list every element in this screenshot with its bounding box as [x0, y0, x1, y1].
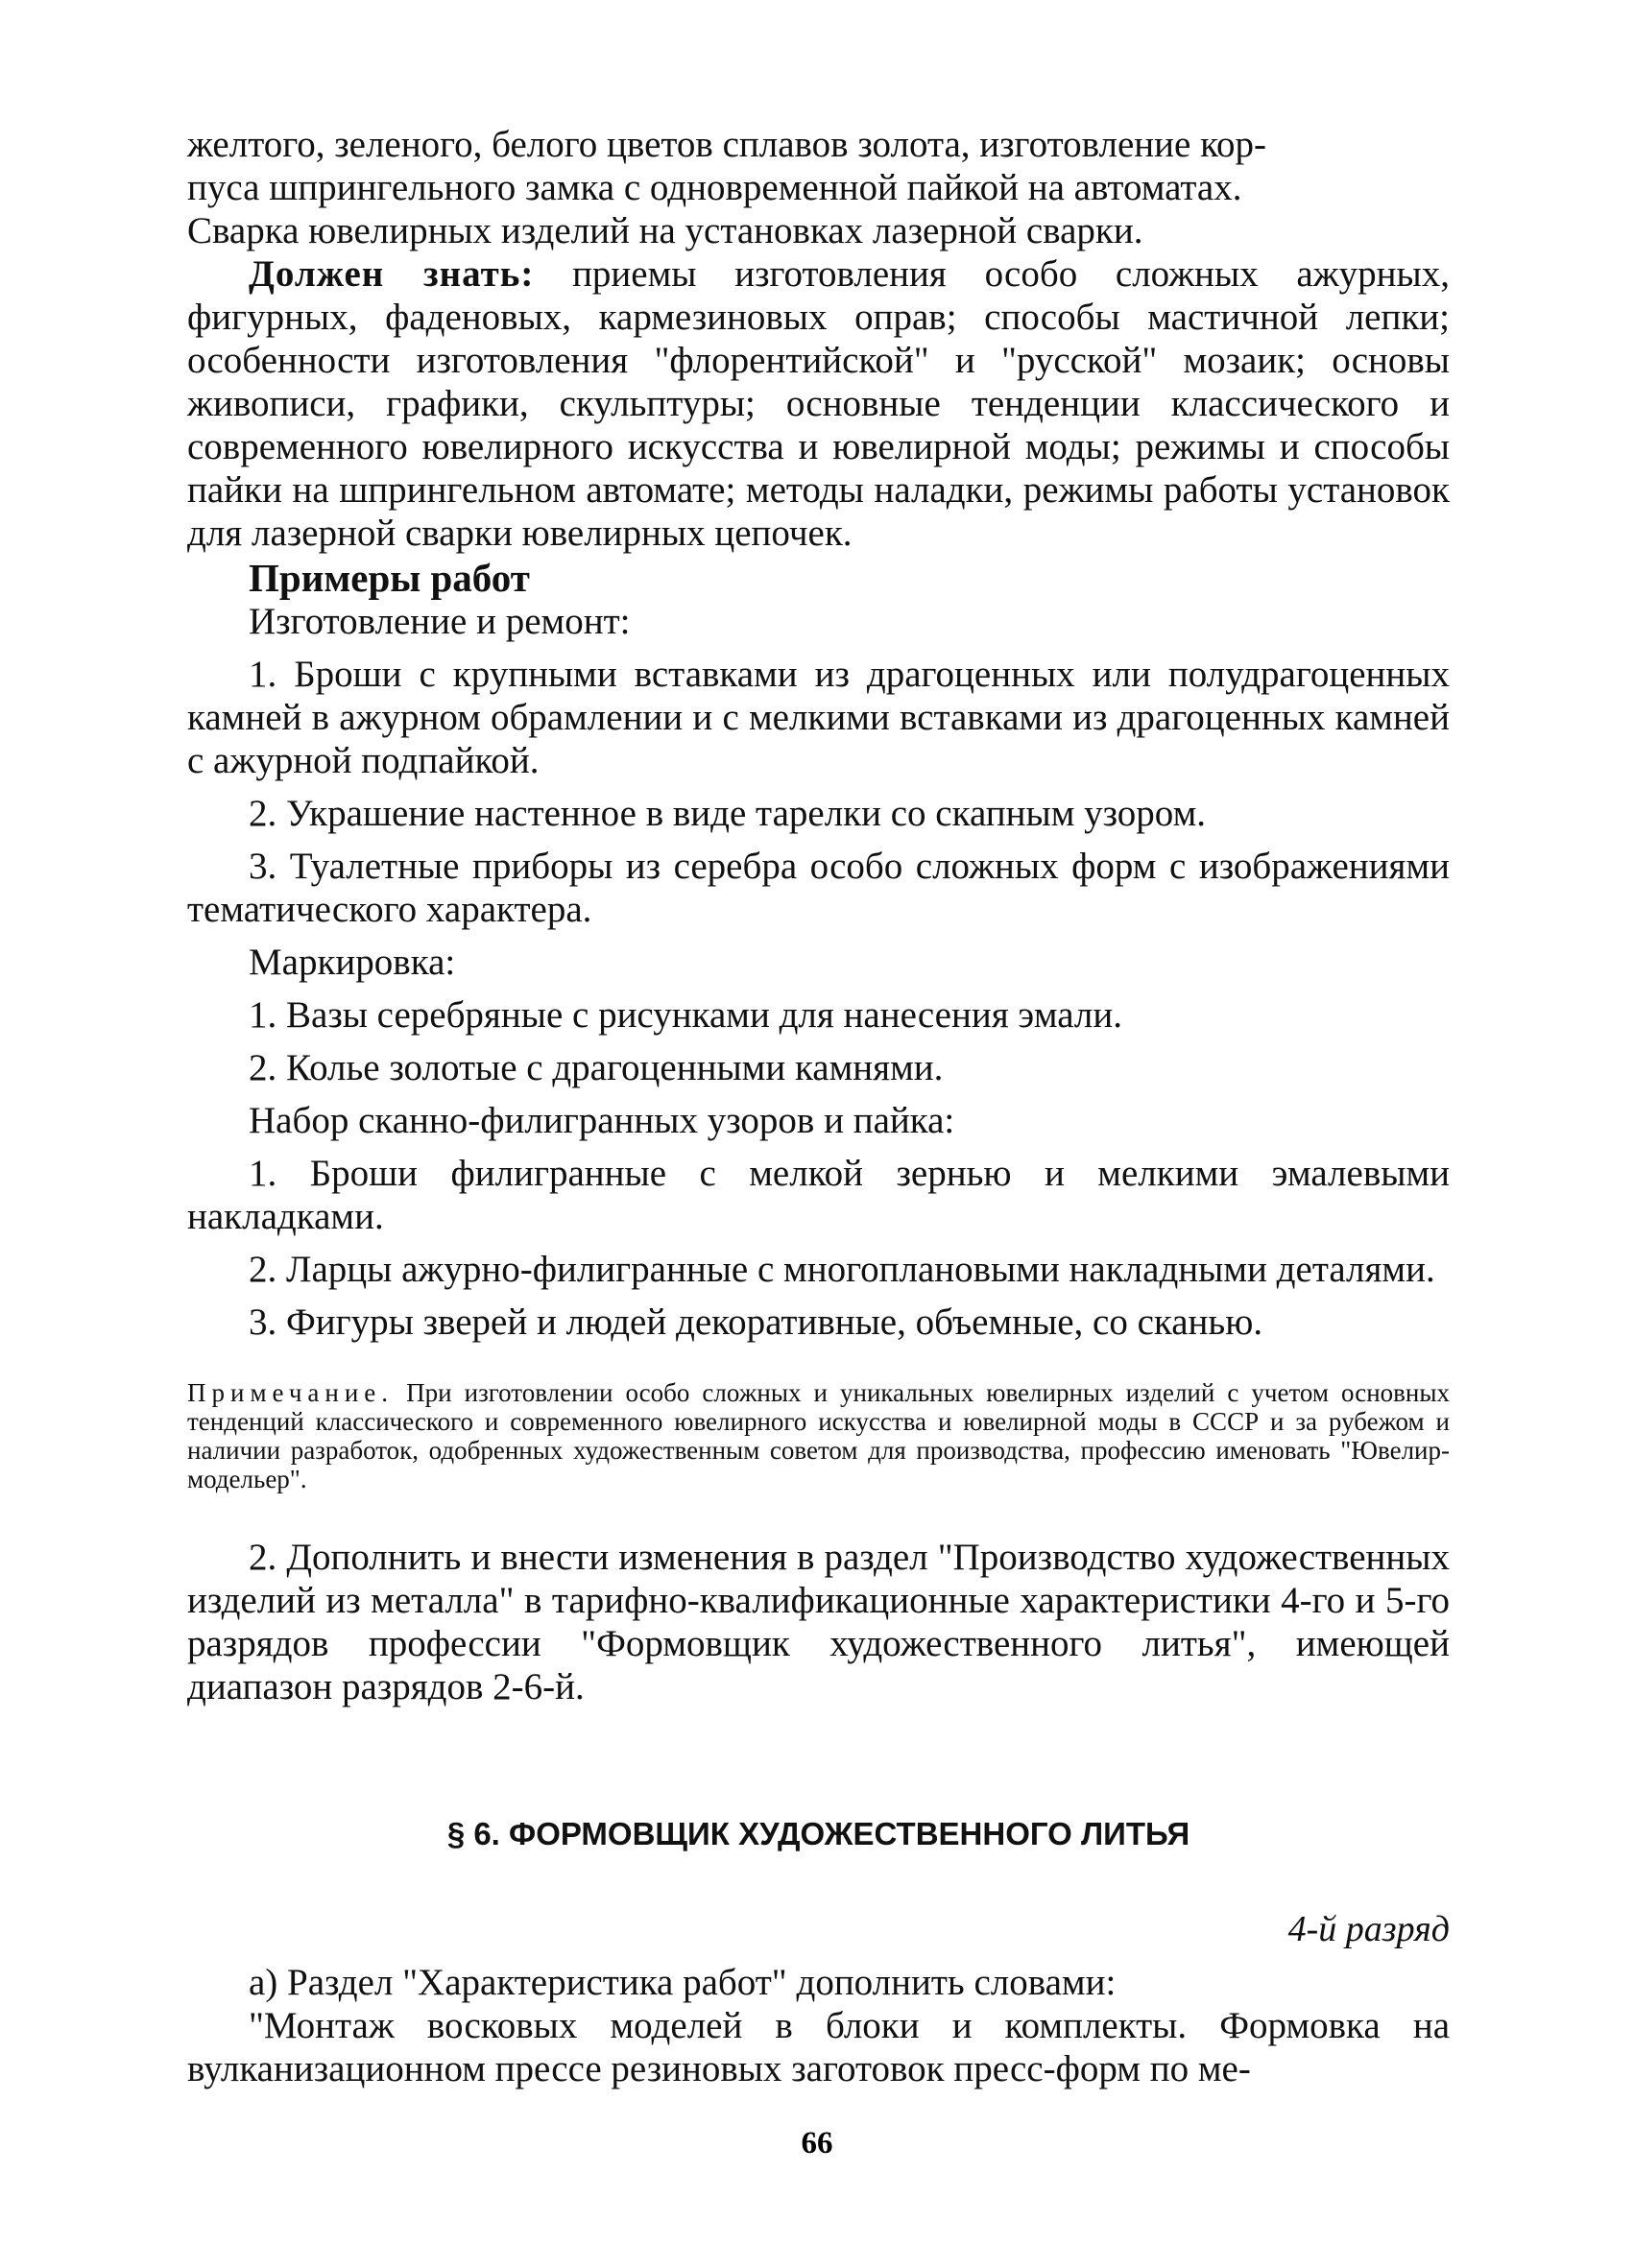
- list-item: 2. Украшение настенное в виде тарелки со скапным узором.: [249, 793, 1206, 834]
- list-item: 2. Колье золотые с драгоценными камнями.: [249, 1047, 944, 1088]
- list-item: 1. Броши филигранные с мелкой зернью и мелкими эмалевыми накладками.: [187, 1153, 1450, 1237]
- group-title-filigree: Набор сканно-филигранных узоров и пайка:: [249, 1100, 955, 1141]
- note-paragraph: [187, 1378, 1450, 1493]
- page-number: 66: [801, 2126, 833, 2161]
- note-label: Примечание.: [187, 1378, 395, 1407]
- examples-heading: Примеры работ: [249, 556, 530, 600]
- amendment-a: а) Раздел "Характеристика работ" дополнить словами:: [249, 1962, 1117, 2003]
- document-page: [187, 123, 1450, 2090]
- list-item: 2. Ларцы ажурно-филигранные с многоплановыми накладными деталями.: [249, 1249, 1435, 1290]
- intro-line-3: Сварка ювелирных изделий на установках лазерной сварки.: [187, 210, 1143, 251]
- list-item: 3. Фигуры зверей и людей декоративные, объемные, со сканью.: [249, 1301, 1263, 1343]
- intro-line-1: желтого, зеленого, белого цветов сплавов золота, изготовление кор-: [187, 124, 1267, 165]
- section-title: § 6. ФОРМОВЩИК ХУДОЖЕСТВЕННОГО ЛИТЬЯ: [446, 1816, 1190, 1851]
- note-text: При изготовлении особо сложных и уникальных ювелирных изделий с учетом основных тенденций классического и современного ювелирного искусства и ювелирной моды в СССР и за рубежом и наличии разработок, одобренных художественным советом для производства, профессию именовать "Ювелир-модельер".: [187, 1378, 1451, 1493]
- must-know-text: приемы изготовления особо сложных ажурных, фигурных, фаденовых, кармезиновых оправ; способы мастичной лепки; особенности изготовления "флорентийской" и "русской" мозаик; основы живописи, графики, скульптуры; основные тенденции классического и современного ювелирного искусства и ювелирной моды; режимы и способы пайки на шпрингельном автомате; методы наладки, режимы работы установок для лазерной сварки ювелирных цепочек.: [187, 253, 1450, 554]
- item-2-paragraph: 2. Дополнить и внести изменения в раздел "Производство художественных изделий из металла" в тарифно-квалификационные характеристики 4-го и 5-го разрядов профессии "Формовщик художественного литья", имеющей диапазон разрядов 2-6-й.: [187, 1537, 1450, 1707]
- list-item: 1. Вазы серебряные с рисунками для нанесения эмали.: [249, 994, 1122, 1036]
- list-item: 1. Броши с крупными вставками из драгоценных или полудрагоценных камней в ажурном обрамлении и с мелкими вставками из драгоценных камней с ажурной подпайкой.: [187, 654, 1450, 781]
- list-item: 3. Туалетные приборы из серебра особо сложных форм с изображениями тематического характера.: [187, 846, 1450, 930]
- group-title-manufacture: Изготовление и ремонт:: [249, 601, 631, 642]
- rank-label: 4-й разряд: [1287, 1909, 1450, 1949]
- quote-paragraph: "Монтаж восковых моделей в блоки и комплекты. Формовка на вулканизационном прессе резиновых заготовок пресс-форм по ме-: [187, 2005, 1450, 2089]
- must-know-paragraph: [187, 252, 1450, 555]
- group-title-marking: Маркировка:: [249, 942, 456, 983]
- must-know-label: Должен знать:: [249, 253, 535, 295]
- intro-line-2: пуса шпрингельного замка с одновременной пайкой на автоматах.: [187, 167, 1242, 208]
